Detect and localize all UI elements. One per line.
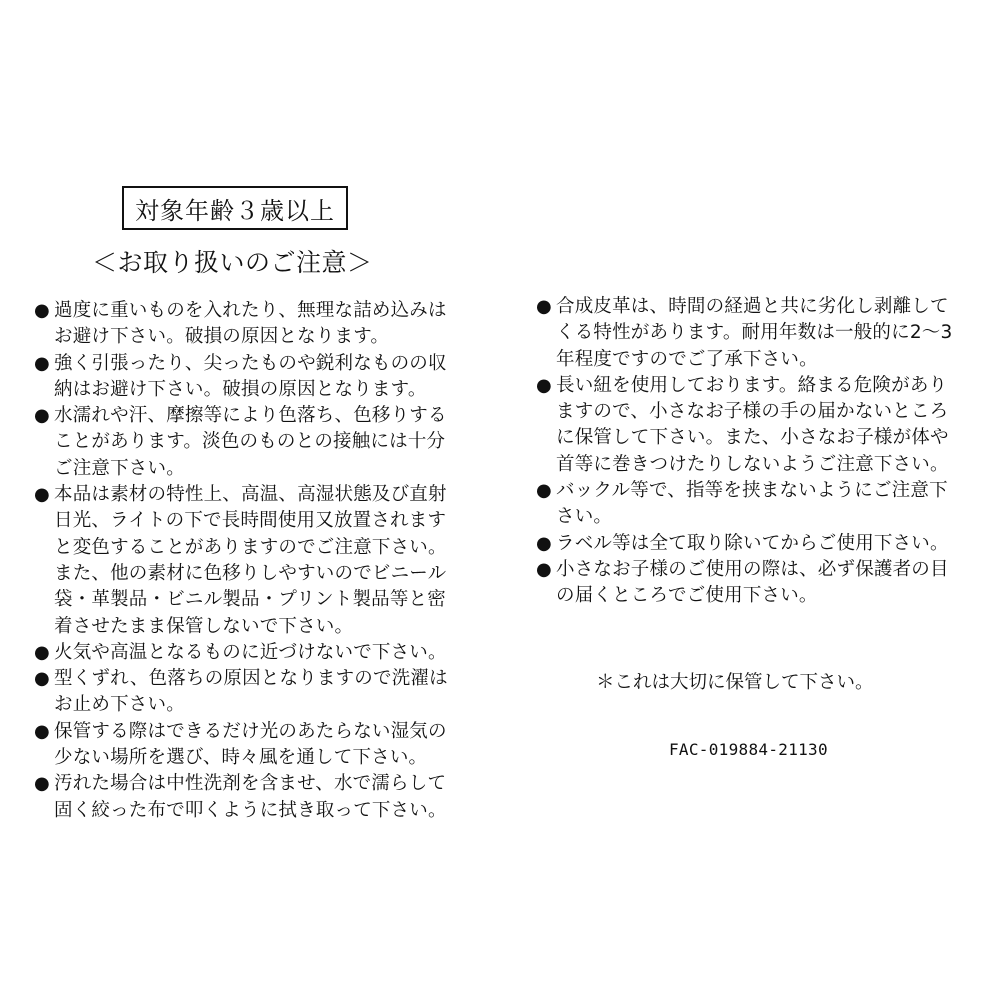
- item-text: 長い紐を使用しております。絡まる危険があり ますので、小さなお子様の手の届かないところ に保管して下さい。また、小さなお子様が体や 首等に巻きつけたりしないようご注意下さい。: [556, 374, 949, 475]
- item-text: 小さなお子様のご使用の際は、必ず保護者の目 の届くところでご使用下さい。: [556, 558, 949, 607]
- bullet-icon: ●: [34, 405, 50, 427]
- bullet-icon: ●: [536, 296, 552, 317]
- section-title: ＜お取り扱いのご注意＞: [92, 248, 373, 277]
- bullet-icon: ●: [34, 352, 50, 374]
- right-column: [536, 294, 976, 610]
- list-item: [34, 403, 484, 482]
- bullet-icon: ●: [34, 641, 50, 663]
- bullet-icon: ●: [536, 558, 552, 580]
- item-text: 合成皮革は、時間の経過と共に劣化し剥離して くる特性があります。耐用年数は一般的に2～3 年程度ですのでご了承下さい。: [556, 296, 953, 370]
- bullet-icon: ●: [34, 720, 50, 742]
- item-text: 本品は素材の特性上、高温、高湿状態及び直射 日光、ライトの下で長時間使用又放置されます と変色することがありますのでご注意下さい。 また、他の素材に色移りしやすいのでビニール 袋・革製品・ビニル製品・プリント製品等と密 着させたまま保管しないで下さい。: [54, 484, 447, 637]
- item-text: 型くずれ、色落ちの原因となりますので洗濯は お止め下さい。: [54, 668, 448, 716]
- list-item: [34, 298, 484, 351]
- item-text: バックル等で、指等を挟まないようにご注意下 さい。: [556, 480, 948, 528]
- list-item: [34, 640, 484, 666]
- left-column: [34, 298, 484, 824]
- list-item: [34, 771, 484, 824]
- list-item: [536, 373, 976, 478]
- item-text: 火気や高温となるものに近づけないで下さい。: [54, 641, 447, 663]
- list-item: [536, 478, 976, 531]
- bullet-icon: ●: [34, 668, 50, 690]
- product-code: FAC-019884-21130: [669, 740, 828, 759]
- list-item: [34, 351, 484, 404]
- list-item: [536, 294, 976, 373]
- item-text: 汚れた場合は中性洗剤を含ませ、水で濡らして 固く絞った布で叩くように拭き取って下さい。: [54, 773, 447, 821]
- item-text: 強く引張ったり、尖ったものや鋭利なものの収 納はお避け下さい。破損の原因となります。: [54, 352, 447, 400]
- list-item: [34, 666, 484, 719]
- item-text: 過度に重いものを入れたり、無理な詰め込みは お避け下さい。破損の原因となります。: [54, 300, 447, 348]
- list-item: [536, 531, 976, 557]
- list-item: [34, 482, 484, 640]
- list-item: [536, 557, 976, 610]
- bullet-icon: ●: [536, 480, 552, 502]
- item-text: 保管する際はできるだけ光のあたらない湿気の 少ない場所を選び、時々風を通して下さい。: [54, 720, 447, 769]
- item-text: 水濡れや汗、摩擦等により色落ち、色移りする ことがあります。淡色のものとの接触には十分 ご注意下さい。: [54, 405, 447, 479]
- bullet-icon: ●: [34, 484, 50, 506]
- item-text: ラベル等は全て取り除いてからご使用下さい。: [556, 532, 949, 554]
- bullet-icon: ●: [536, 532, 552, 554]
- bullet-icon: ●: [536, 374, 552, 396]
- bullet-icon: ●: [34, 773, 50, 795]
- target-age-box: 対象年齢３歳以上: [122, 186, 348, 230]
- storage-note: ＊これは大切に保管して下さい。: [596, 672, 874, 693]
- list-item: [34, 719, 484, 772]
- bullet-icon: ●: [34, 300, 50, 321]
